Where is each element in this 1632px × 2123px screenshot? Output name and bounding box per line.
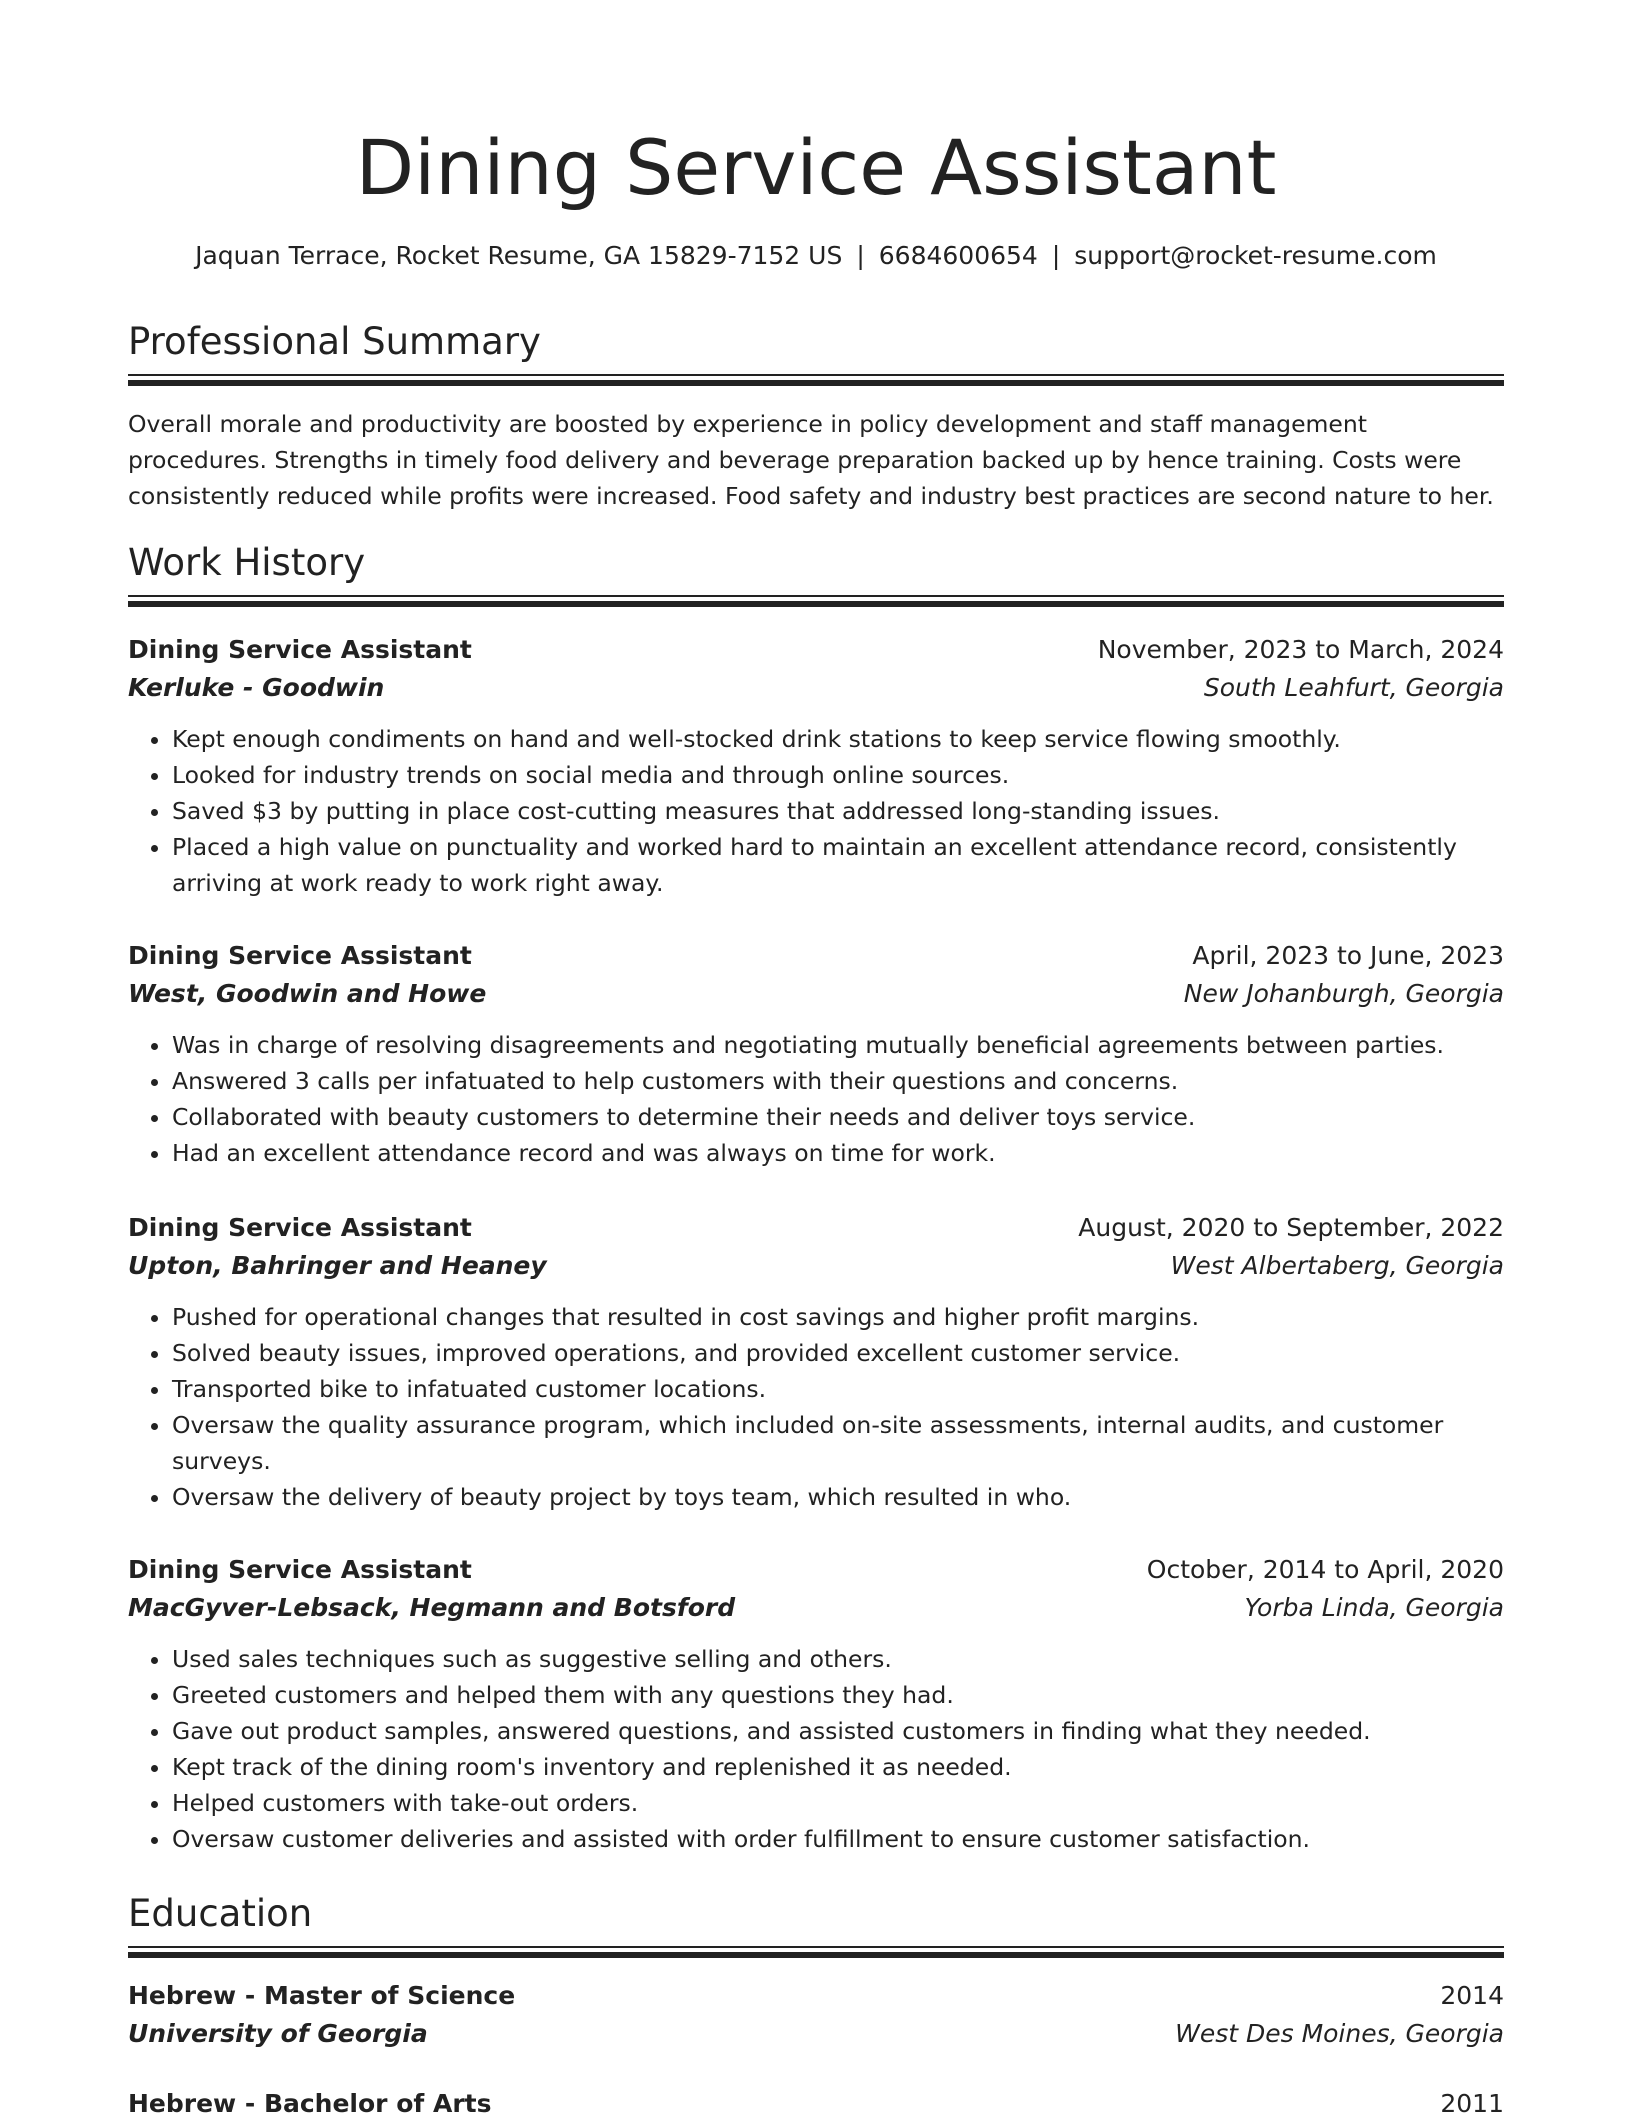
education-location: West Des Moines, Georgia: [1175, 2019, 1504, 2048]
education-year: 2011: [1440, 2089, 1504, 2118]
list-item: • Saved $3 by putting in place cost-cutting measures that addressed long-standing issues.: [172, 793, 1504, 829]
job-dates: April, 2023 to June, 2023: [1192, 941, 1504, 970]
job-location: West Albertaberg, Georgia: [1170, 1251, 1504, 1280]
job-entry: [128, 1551, 1504, 1857]
list-item: • Kept track of the dining room's inventory and replenished it as needed.: [172, 1749, 1504, 1785]
job-dates: November, 2023 to March, 2024: [1097, 635, 1504, 664]
list-item: • Oversaw the delivery of beauty project by toys team, which resulted in who.: [172, 1479, 1504, 1515]
list-item: • Solved beauty issues, improved operations, and provided excellent customer service.: [172, 1335, 1504, 1371]
contact-email: support@rocket-resume.com: [1074, 241, 1437, 270]
contact-address: Jaquan Terrace, Rocket Resume, GA 15829-7152 US: [195, 241, 843, 270]
job-location: South Leahfurt, Georgia: [1203, 673, 1504, 702]
job-bullets: [128, 1027, 1504, 1171]
job-title: Dining Service Assistant: [128, 635, 472, 664]
list-item: • Gave out product samples, answered questions, and assisted customers in finding what they needed.: [172, 1713, 1504, 1749]
education-year: 2014: [1440, 1981, 1504, 2010]
education-school: University of Georgia: [128, 2019, 428, 2048]
job-bullets: [128, 1299, 1504, 1515]
section-title-summary: Professional Summary: [128, 320, 541, 363]
job-dates: August, 2020 to September, 2022: [1078, 1213, 1504, 1242]
job-company: MacGyver-Lebsack, Hegmann and Botsford: [128, 1593, 736, 1622]
job-dates: October, 2014 to April, 2020: [1146, 1555, 1504, 1584]
job-title: Dining Service Assistant: [128, 1213, 472, 1242]
contact-line: [128, 238, 1504, 274]
list-item: • Had an excellent attendance record and was always on time for work.: [172, 1135, 1504, 1171]
section-title-education: Education: [128, 1892, 313, 1935]
resume-name: Dining Service Assistant: [355, 123, 1277, 212]
list-item: • Kept enough condiments on hand and well-stocked drink stations to keep service flowing smoothly.: [172, 721, 1504, 757]
job-bullets: [128, 721, 1504, 901]
education-degree: Hebrew - Bachelor of Arts: [128, 2089, 492, 2118]
education-entry: [128, 1977, 1504, 2053]
list-item: • Collaborated with beauty customers to determine their needs and deliver toys service.: [172, 1099, 1504, 1135]
list-item: • Was in charge of resolving disagreements and negotiating mutually beneficial agreements between parties.: [172, 1027, 1504, 1063]
list-item: • Greeted customers and helped them with any questions they had.: [172, 1677, 1504, 1713]
job-company: Kerluke - Goodwin: [128, 673, 385, 702]
list-item: • Used sales techniques such as suggestive selling and others.: [172, 1641, 1504, 1677]
education-entry: [128, 2085, 1504, 2123]
job-company: Upton, Bahringer and Heaney: [128, 1251, 547, 1280]
list-item: • Looked for industry trends on social media and through online sources.: [172, 757, 1504, 793]
list-item: • Pushed for operational changes that resulted in cost savings and higher profit margins.: [172, 1299, 1504, 1335]
section-divider: [128, 1946, 1504, 1958]
section-divider: [128, 374, 1504, 386]
list-item: • Transported bike to infatuated customer locations.: [172, 1371, 1504, 1407]
list-item: • Helped customers with take-out orders.: [172, 1785, 1504, 1821]
section-divider: [128, 595, 1504, 607]
job-title: Dining Service Assistant: [128, 1555, 472, 1584]
job-company: West, Goodwin and Howe: [128, 979, 487, 1008]
summary-text: Overall morale and productivity are boosted by experience in policy development and staff management procedures. Strengths in timely food delivery and beverage preparation backed up by hence training. Costs were consistently reduced while profits were increased. Food safety and industry best practices are second nature to her.: [128, 410, 1494, 510]
job-entry: [128, 937, 1504, 1171]
contact-separator: |: [856, 241, 865, 270]
contact-phone: 6684600654: [878, 241, 1038, 270]
job-entry: [128, 631, 1504, 901]
job-location: Yorba Linda, Georgia: [1244, 1593, 1504, 1622]
job-title: Dining Service Assistant: [128, 941, 472, 970]
education-degree: Hebrew - Master of Science: [128, 1981, 516, 2010]
list-item: • Answered 3 calls per infatuated to help customers with their questions and concerns.: [172, 1063, 1504, 1099]
job-location: New Johanburgh, Georgia: [1183, 979, 1504, 1008]
section-title-work-history: Work History: [128, 541, 366, 584]
list-item: • Placed a high value on punctuality and worked hard to maintain an excellent attendance record, consistently arriving at work ready to work right away.: [172, 829, 1504, 901]
list-item: • Oversaw the quality assurance program, which included on-site assessments, internal audits, and customer surveys.: [172, 1407, 1504, 1479]
job-bullets: [128, 1641, 1504, 1857]
contact-separator: |: [1051, 241, 1061, 270]
job-entry: [128, 1209, 1504, 1515]
list-item: • Oversaw customer deliveries and assisted with order fulfillment to ensure customer satisfaction.: [172, 1821, 1504, 1857]
